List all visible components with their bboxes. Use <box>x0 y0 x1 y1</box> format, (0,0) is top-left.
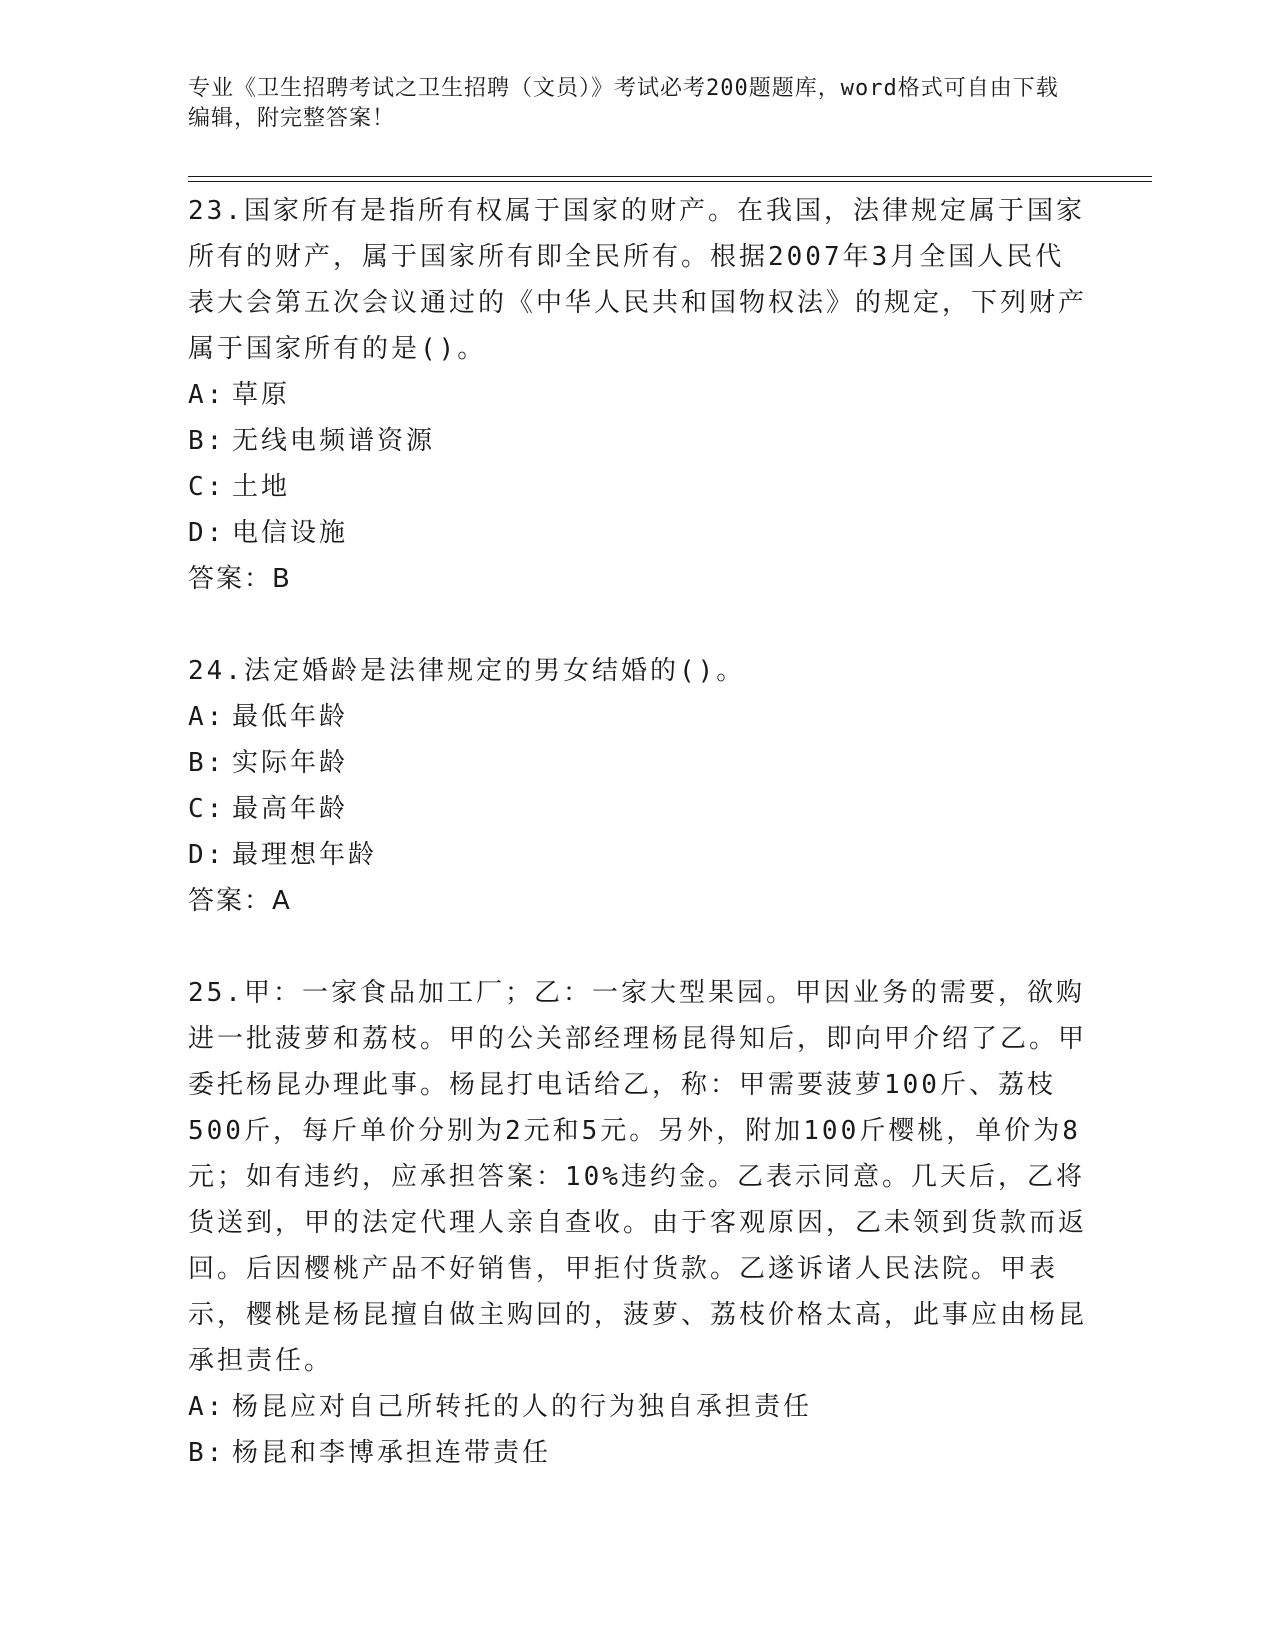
option-a <box>188 1384 1088 1430</box>
option-key: C: <box>188 472 226 502</box>
option-text: 最高年龄 <box>232 794 349 824</box>
option-key: A: <box>188 1392 226 1422</box>
option-key: A: <box>188 702 226 732</box>
option-key: D: <box>188 518 226 548</box>
option-d <box>188 510 1088 556</box>
option-key: B: <box>188 426 226 456</box>
option-b <box>188 1430 1088 1476</box>
option-key: D: <box>188 840 226 870</box>
answer-line: 答案：B <box>188 564 292 594</box>
option-text: 草原 <box>232 380 291 410</box>
option-a <box>188 694 1088 740</box>
option-b <box>188 740 1088 786</box>
question-stem: 25.甲：一家食品加工厂；乙：一家大型果园。甲因业务的需要，欲购进一批菠萝和荔枝。甲的公关部经理杨昆得知后，即向甲介绍了乙。甲委托杨昆办理此事。杨昆打电话给乙，称：甲需要菠萝100斤、荔枝500斤，每斤单价分别为2元和5元。另外，附加100斤樱桃，单价为8元；如有违约，应承担答案：10%违约金。乙表示同意。几天后，乙将货送到，甲的法定代理人亲自查收。由于客观原因，乙未领到货款而返回。后因樱桃产品不好销售，甲拒付货款。乙遂诉诸人民法院。甲表示，樱桃是杨昆擅自做主购回的，菠萝、荔枝价格太高，此事应由杨昆承担责任。 <box>188 978 1088 1376</box>
option-text: 最理想年龄 <box>232 840 378 870</box>
option-text: 最低年龄 <box>232 702 349 732</box>
option-d <box>188 832 1088 878</box>
question-list <box>188 188 1088 1522</box>
question-24 <box>188 648 1088 924</box>
option-a <box>188 372 1088 418</box>
option-text: 电信设施 <box>232 518 349 548</box>
question-stem: 24.法定婚龄是法律规定的男女结婚的()。 <box>188 656 746 686</box>
answer-line: 答案：A <box>188 886 292 916</box>
option-key: B: <box>188 1438 226 1468</box>
option-key: A: <box>188 380 226 410</box>
option-text: 土地 <box>232 472 291 502</box>
header-intro-text: 专业《卫生招聘考试之卫生招聘（文员）》考试必考200题题库，word格式可自由下载编辑，附完整答案！ <box>188 76 1059 131</box>
question-25 <box>188 970 1088 1476</box>
option-text: 杨昆和李博承担连带责任 <box>232 1438 552 1468</box>
header-double-rule <box>188 176 1152 182</box>
option-text: 杨昆应对自己所转托的人的行为独自承担责任 <box>232 1392 813 1422</box>
option-c <box>188 786 1088 832</box>
option-b <box>188 418 1088 464</box>
option-key: C: <box>188 794 226 824</box>
option-text: 实际年龄 <box>232 748 349 778</box>
option-text: 无线电频谱资源 <box>232 426 436 456</box>
question-23 <box>188 188 1088 602</box>
option-c <box>188 464 1088 510</box>
question-stem: 23.国家所有是指所有权属于国家的财产。在我国，法律规定属于国家所有的财产，属于国家所有即全民所有。根据2007年3月全国人民代表大会第五次会议通过的《中华人民共和国物权法》的规定，下列财产属于国家所有的是()。 <box>188 196 1088 364</box>
option-key: B: <box>188 748 226 778</box>
document-header <box>188 74 1068 134</box>
